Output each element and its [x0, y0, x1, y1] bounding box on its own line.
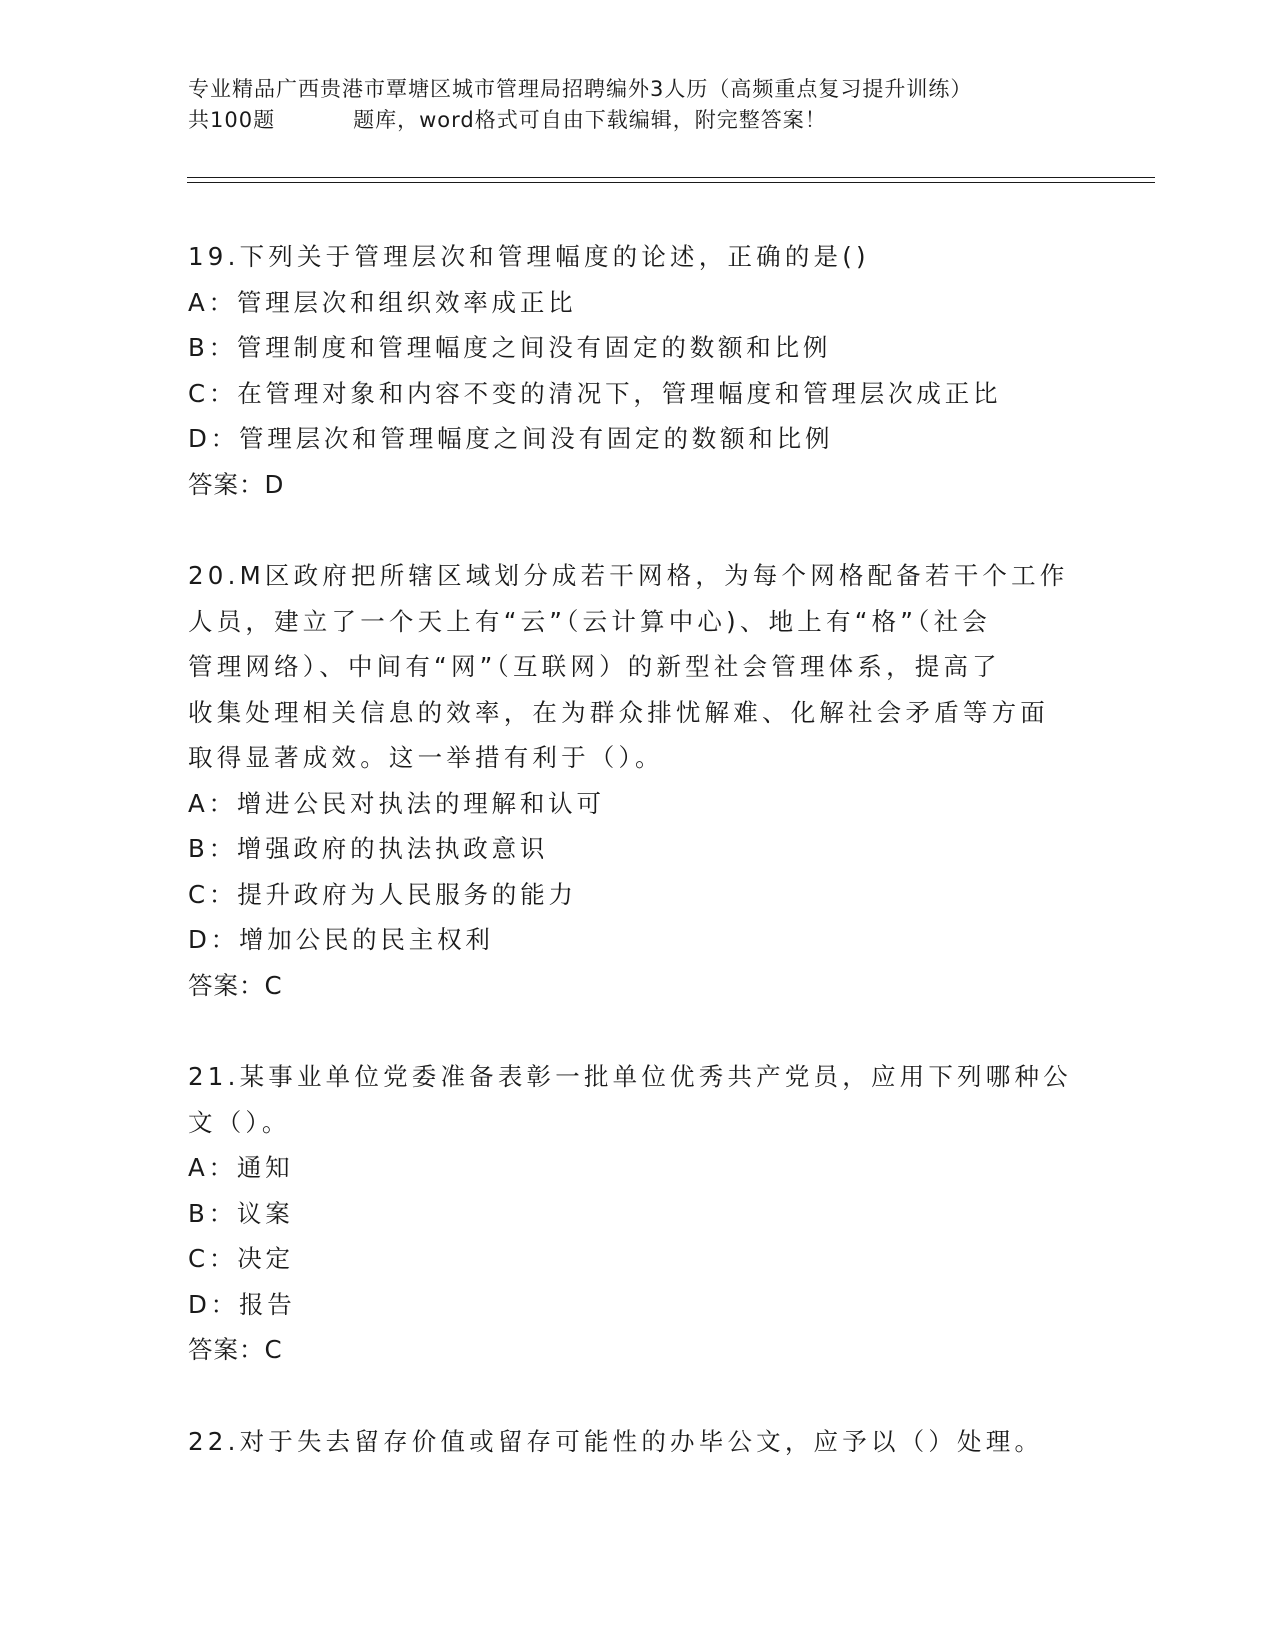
question-stem: [188, 234, 1088, 280]
option-c: C：提升政府为人民服务的能力: [188, 879, 577, 909]
question-stem-line: 收集处理相关信息的效率，在为群众排忧解难、化解社会矛盾等方面: [188, 697, 1049, 727]
option-c: C：决定: [188, 1244, 294, 1273]
question-list: [188, 234, 1088, 1510]
question-stem-line: 21.某事业单位党委准备表彰一批单位优秀共产党员，应用下列哪种公: [188, 1062, 1072, 1091]
answer: 答案：C: [188, 1335, 283, 1364]
question-stem-line: 管理网络）、中间有“网”（互联网）的新型社会管理体系，提高了: [188, 652, 1001, 681]
question-stem-line: 人员，建立了一个天上有“云”（云计算中心)、地上有“格”（社会: [188, 606, 992, 636]
document-header: [188, 74, 1088, 136]
question-22: [188, 1419, 1088, 1465]
option-b: B：增强政府的执法执政意识: [188, 834, 549, 863]
option-d: D：增加公民的民主权利: [188, 925, 494, 954]
option-a: A：通知: [188, 1153, 294, 1182]
option-d: D：报告: [188, 1289, 296, 1319]
header-divider-top: [187, 177, 1155, 178]
option-a: A：增进公民对执法的理解和认可: [188, 788, 605, 818]
option-d: D：管理层次和管理幅度之间没有固定的数额和比例: [188, 424, 834, 453]
question-stem: [188, 1419, 1088, 1465]
header-divider-bottom: [187, 182, 1155, 183]
question-19: [188, 234, 1088, 507]
header-download-note: 题库，word格式可自由下载编辑，附完整答案！: [353, 108, 827, 132]
question-20: [188, 553, 1088, 1008]
option-b: B：管理制度和管理幅度之间没有固定的数额和比例: [188, 333, 832, 362]
question-stem-line: 22.对于失去留存价值或留存可能性的办毕公文，应予以（）处理。: [188, 1426, 1044, 1456]
question-stem: [188, 553, 1088, 781]
question-stem-line: 文（）。: [188, 1107, 291, 1137]
answer: 答案：C: [188, 970, 283, 1000]
header-title-line-2: [188, 105, 1088, 136]
question-stem: [188, 1054, 1088, 1145]
question-stem-line: 19.下列关于管理层次和管理幅度的论述，正确的是(): [188, 242, 870, 271]
option-b: B：议案: [188, 1198, 294, 1228]
option-c: C：在管理对象和内容不变的清况下，管理幅度和管理层次成正比: [188, 378, 1002, 408]
question-stem-line: 20.M区政府把所辖区域划分成若干网格，为每个网格配备若干个工作: [188, 561, 1069, 590]
answer: 答案：D: [188, 469, 285, 499]
header-question-count: 共100题: [188, 108, 276, 132]
question-stem-line: 取得显著成效。这一举措有利于（）。: [188, 743, 664, 772]
option-a: A：管理层次和组织效率成正比: [188, 287, 577, 317]
question-21: [188, 1054, 1088, 1373]
header-title-line-1: 专业精品广西贵港市覃塘区城市管理局招聘编外3人历（高频重点复习提升训练）: [188, 77, 973, 101]
